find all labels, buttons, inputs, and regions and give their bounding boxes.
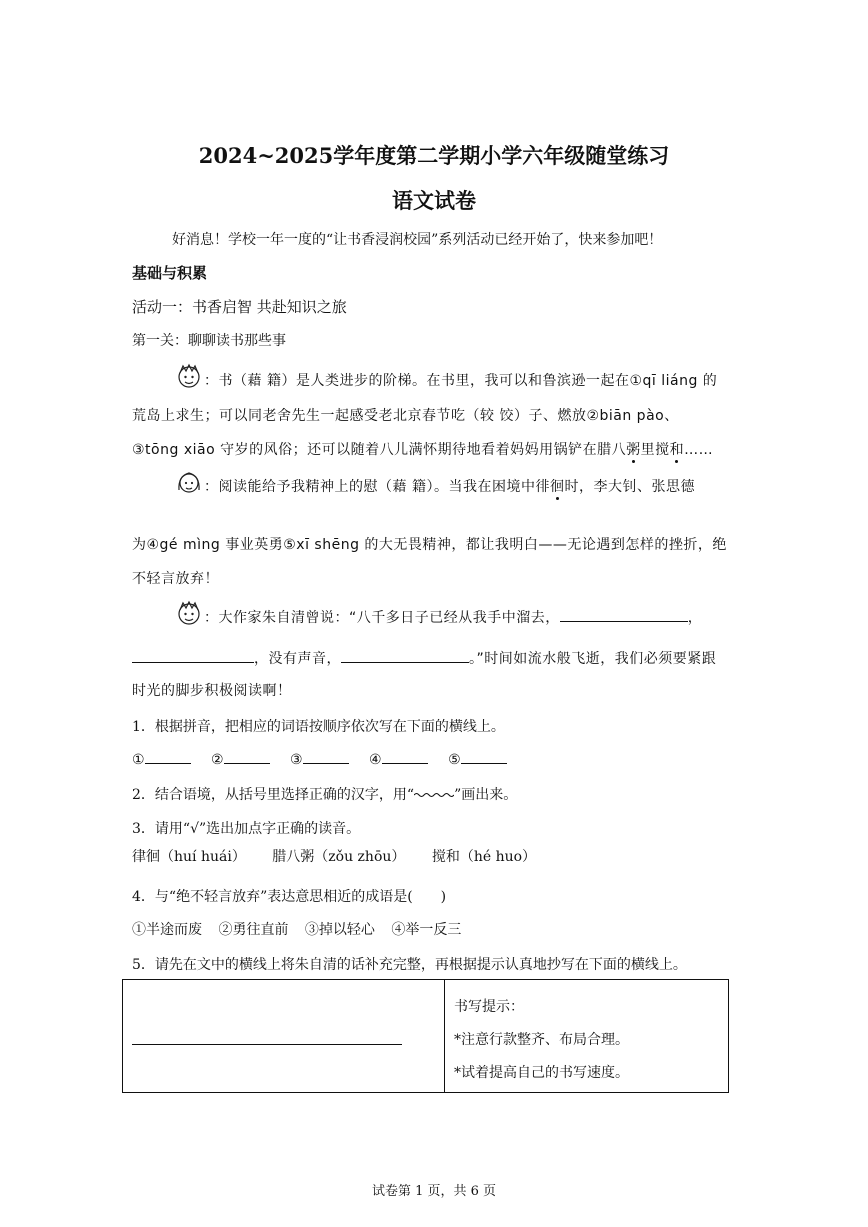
dotted-char-huai: 徊 bbox=[549, 479, 565, 495]
answer-blank-4[interactable] bbox=[382, 749, 428, 764]
dialogue-2-line-2: 为④gé mìng 事业英勇⑤xī shēng 的大无畏精神，都让我明白——无论遇到怎样的挫折，绝 bbox=[132, 537, 727, 553]
option-1[interactable]: ①半途而废 bbox=[132, 922, 202, 938]
hint-1: *注意行款整齐、布局合理。 bbox=[454, 1032, 629, 1048]
dialogue-2-line-3: 不轻言放弃！ bbox=[132, 571, 219, 587]
table-divider bbox=[444, 980, 445, 1092]
boy-avatar-icon bbox=[175, 362, 203, 390]
copy-writing-line[interactable] bbox=[132, 1044, 402, 1045]
dialogue-3-line-3: 时光的脚步积极阅读啊！ bbox=[132, 683, 292, 699]
level-title: 第一关：聊聊读书那些事 bbox=[132, 333, 286, 349]
dialogue-1-line-2: 荒岛上求生；可以同老舍先生一起感受老北京春节吃（较 饺）子、燃放②biān pào、 bbox=[132, 408, 679, 424]
answer-blank-5[interactable] bbox=[461, 749, 507, 764]
exam-title: 2024~2025学年度第二学期小学六年级随堂练习 bbox=[198, 143, 670, 168]
answer-blank-1[interactable] bbox=[145, 749, 191, 764]
question-2: 2．结合语境，从括号里选择正确的汉字，用“ ”画出来。 bbox=[132, 787, 518, 803]
question-4-options bbox=[132, 919, 461, 939]
option-2[interactable]: ②勇往直前 bbox=[218, 922, 289, 938]
wavy-underline-icon bbox=[414, 792, 454, 798]
dialogue-1-line-1: ：书（藉 籍）是人类进步的阶梯。在书里，我可以和鲁滨逊一起在①qī liáng 的 bbox=[204, 373, 718, 389]
question-1: 1．根据拼音，把相应的词语按顺序依次写在下面的横线上。 bbox=[132, 719, 505, 735]
question-5: 5．请先在文中的横线上将朱自清的话补充完整，再根据提示认真地抄写在下面的横线上。 bbox=[132, 957, 687, 973]
boy-avatar-icon-2 bbox=[175, 599, 203, 627]
exam-subtitle: 语文试卷 bbox=[392, 188, 476, 213]
hint-title: 书写提示： bbox=[454, 999, 524, 1015]
dialogue-2-line-1: ：阅读能给予我精神上的慰（藉 籍）。当我在困境中徘徊时，李大钊、张思德 bbox=[204, 479, 695, 495]
page-footer: 试卷第 1 页，共 6 页 bbox=[371, 1184, 497, 1199]
intro-text: 好消息！学校一年一度的“让书香浸润校园”系列活动已经开始了，快来参加吧！ bbox=[172, 232, 663, 248]
dialogue-1-line-3: ③tōng xiāo 守岁的风俗；还可以随着八儿满怀期待地看着妈妈用锅铲在腊八粥里搅和…… bbox=[132, 442, 714, 458]
question-3-items: 律徊（huí huái） 腊八粥（zǒu zhōu） 搅和（hé huo） bbox=[132, 849, 537, 865]
section-heading: 基础与积累 bbox=[132, 264, 208, 282]
girl-avatar-icon bbox=[175, 468, 203, 496]
question-3: 3．请用“√”选出加点字正确的读音。 bbox=[132, 821, 361, 837]
answer-blank-3[interactable] bbox=[303, 749, 349, 764]
dialogue-3-line-2: ，没有声音， 。”时间如流水般飞逝，我们必须要紧跟 bbox=[132, 648, 716, 668]
answer-blank-2[interactable] bbox=[224, 749, 270, 764]
activity-title: 活动一：书香启智 共赴知识之旅 bbox=[132, 298, 347, 316]
option-3[interactable]: ③掉以轻心 bbox=[304, 922, 375, 938]
writing-table bbox=[122, 979, 729, 1093]
dotted-char-he: 和 bbox=[669, 442, 685, 458]
fill-blank-2[interactable] bbox=[132, 648, 254, 663]
question-1-answers: ① ② ③ ④ ⑤ bbox=[132, 749, 507, 768]
hint-2: *试着提高自己的书写速度。 bbox=[454, 1065, 629, 1081]
fill-blank-1[interactable] bbox=[560, 607, 688, 622]
dotted-char-zhou: 粥 bbox=[626, 442, 641, 458]
option-4[interactable]: ④举一反三 bbox=[391, 922, 462, 938]
dialogue-3-line-1: ：大作家朱自清曾说：“八千多日子已经从我手中溜去， ， bbox=[204, 607, 702, 627]
fill-blank-3[interactable] bbox=[341, 648, 469, 663]
question-4: 4．与“绝不轻言放弃”表达意思相近的成语是( ) bbox=[132, 889, 447, 905]
